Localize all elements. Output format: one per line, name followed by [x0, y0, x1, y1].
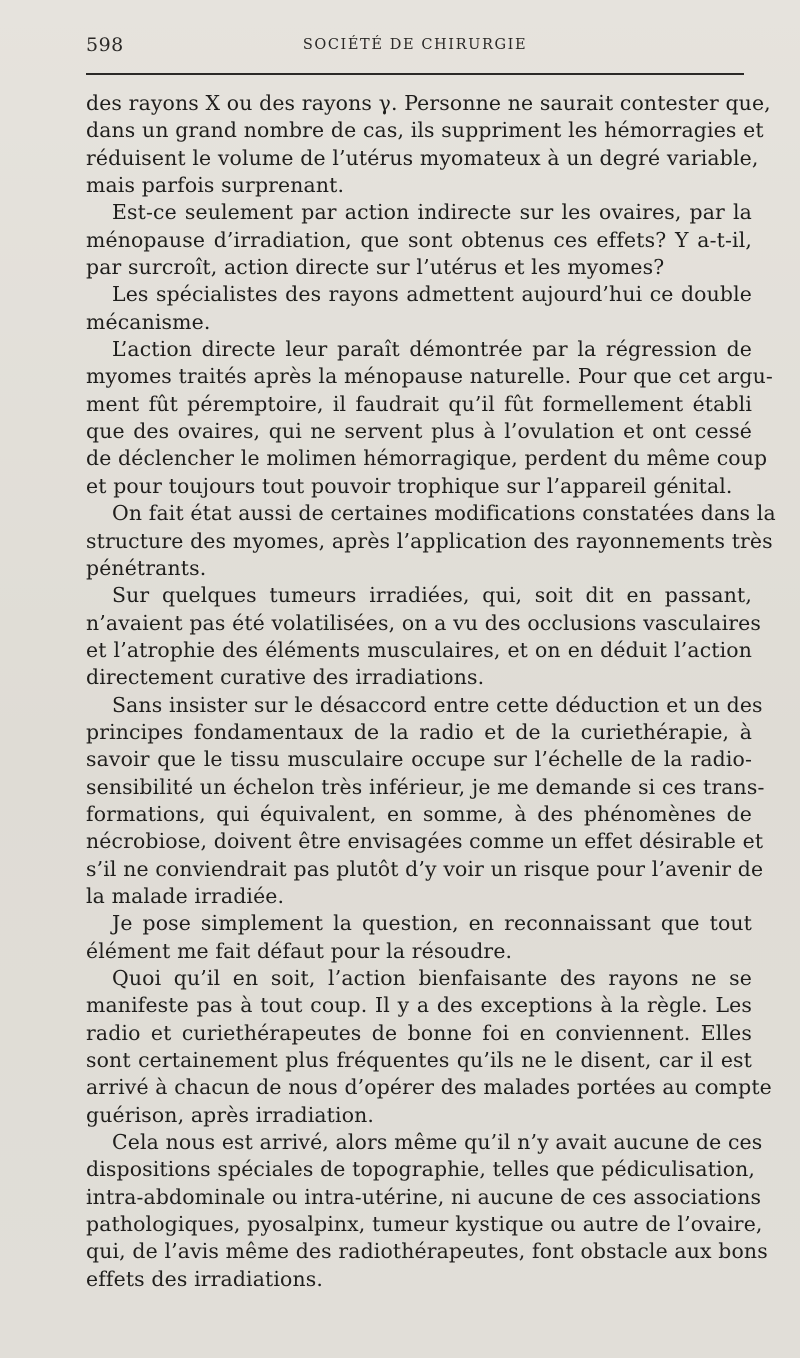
running-head: SOCIÉTÉ DE CHIRURGIE	[302, 37, 528, 53]
text-line: arrivé à chacun de nous d’opérer des malades portées au compte	[86, 1075, 772, 1100]
text-line: mais parfois surprenant.	[86, 173, 345, 198]
text-line: qui, de l’avis même des radiothérapeutes, font obstacle aux bons	[86, 1239, 768, 1264]
text-line: s’il ne conviendrait pas plutôt d’y voir un risque pour l’avenir de	[86, 856, 764, 881]
header-rule	[86, 73, 744, 75]
text-line: savoir que le tissu musculaire occupe sur l’échelle de la radio-	[86, 747, 752, 772]
text-line: par surcroît, action directe sur l’utérus et les myomes?	[86, 255, 665, 280]
text-line: formations, qui équivalent, en somme, à des phénomènes de	[86, 801, 752, 826]
text-line: Cela nous est arrivé, alors même qu’il n’y avait aucune de ces	[112, 1130, 763, 1155]
text-line: intra-abdominale ou intra-utérine, ni aucune de ces associations	[86, 1184, 762, 1209]
text-line: ment fût péremptoire, il faudrait qu’il fût formellement établi	[86, 391, 752, 416]
text-line: n’avaient pas été volatilisées, on a vu des occlusions vasculaires	[86, 610, 761, 635]
text-line: Sans insister sur le désaccord entre cette déduction et un des	[112, 692, 763, 717]
text-line: et l’atrophie des éléments musculaires, et on en déduit l’action	[86, 637, 752, 662]
text-line: principes fondamentaux de la radio et de la curiethérapie, à	[86, 719, 752, 744]
text-line: Je pose simplement la question, en reconnaissant que tout	[112, 911, 752, 936]
text-line: nécrobiose, doivent être envisagées comme un effet désirable et	[86, 829, 764, 854]
page-header	[86, 34, 744, 58]
text-line: Quoi qu’il en soit, l’action bienfaisante des rayons ne se	[112, 966, 752, 990]
text-line: réduisent le volume de l’utérus myomateux à un degré variable,	[86, 145, 759, 170]
text-line: guérison, après irradiation.	[86, 1102, 375, 1127]
text-line: Est-ce seulement par action indirecte sur les ovaires, par la	[112, 200, 752, 225]
page-number: 598	[86, 34, 124, 56]
text-line: pathologiques, pyosalpinx, tumeur kystique ou autre de l’ovaire,	[86, 1212, 763, 1237]
text-line: ménopause d’irradiation, que sont obtenus ces effets? Y a-t-il,	[86, 227, 752, 252]
text-line: sont certainement plus fréquentes qu’ils ne le disent, car il est	[86, 1048, 752, 1073]
text-line: manifeste pas à tout coup. Il y a des exceptions à la règle. Les	[86, 993, 752, 1018]
text-line: Les spécialistes des rayons admettent aujourd’hui ce double	[112, 282, 752, 307]
body-text	[86, 90, 776, 1293]
text-line: dispositions spéciales de topographie, telles que pédiculisation,	[86, 1157, 756, 1182]
text-line: radio et curiethérapeutes de bonne foi en conviennent. Elles	[86, 1020, 752, 1045]
text-line: des rayons X ou des rayons γ. Personne ne saurait contester que,	[86, 91, 771, 115]
text-line: que des ovaires, qui ne servent plus à l’ovulation et ont cessé	[86, 419, 752, 444]
text-line: On fait état aussi de certaines modifications constatées dans la	[112, 501, 776, 526]
text-line: structure des myomes, après l’application des rayonnements très	[86, 528, 773, 553]
text-line: pénétrants.	[86, 555, 207, 580]
text-line: dans un grand nombre de cas, ils suppriment les hémorragies et	[86, 118, 764, 143]
text-line: de déclencher le molimen hémorragique, perdent du même coup	[86, 446, 768, 471]
text-line: élément me fait défaut pour la résoudre.	[86, 938, 513, 963]
text-line: et pour toujours tout pouvoir trophique sur l’appareil génital.	[86, 473, 733, 498]
text-line: Sur quelques tumeurs irradiées, qui, soit dit en passant,	[112, 583, 752, 608]
text-line: sensibilité un échelon très inférieur, je me demande si ces trans-	[86, 774, 765, 799]
text-line: myomes traités après la ménopause naturelle. Pour que cet argu-	[86, 364, 773, 389]
text-line: directement curative des irradiations.	[86, 665, 485, 690]
text-line: effets des irradiations.	[86, 1266, 324, 1291]
text-line: mécanisme.	[86, 309, 211, 334]
text-line: la malade irradiée.	[86, 883, 285, 908]
text-line: L’action directe leur paraît démontrée par la régression de	[112, 337, 752, 362]
